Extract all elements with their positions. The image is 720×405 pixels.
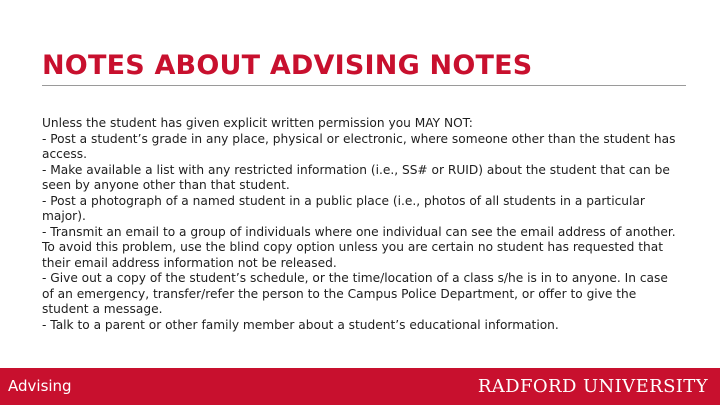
footer-bar <box>0 368 720 405</box>
list-item: - Give out a copy of the student’s schedule, or the time/location of a class s/he is in to anyone. In case of an emergency, transfer/refer the person to the Campus Police Department, or offer to give the student a message. <box>42 271 668 316</box>
list-item: - Transmit an email to a group of individuals where one individual can see the email address of another. To avoid this problem, use the blind copy option unless you are certain no student has requested that their email address information not be released. <box>42 224 676 270</box>
list-item: - Post a photograph of a named student in a public place (i.e., photos of all students in a particular major). <box>42 193 645 223</box>
footer-label: Advising <box>8 377 72 395</box>
university-logo: RADFORD UNIVERSITY <box>477 376 708 397</box>
intro-text: Unless the student has given explicit written permission you MAY NOT: <box>42 116 473 130</box>
list-item: - Post a student’s grade in any place, physical or electronic, where someone other than the student has access. <box>42 131 676 161</box>
slide-body <box>42 116 682 333</box>
list-item: - Make available a list with any restricted information (i.e., SS# or RUID) about the student that can be seen by anyone other than that student. <box>42 162 670 192</box>
slide-title: NOTES ABOUT ADVISING NOTES <box>42 50 533 81</box>
title-divider <box>42 85 686 86</box>
list-item: - Talk to a parent or other family member about a student’s educational information. <box>42 317 559 332</box>
